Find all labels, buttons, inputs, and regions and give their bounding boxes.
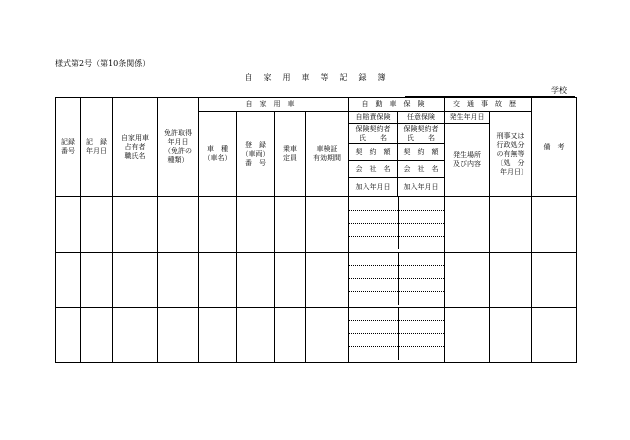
table-row — [56, 197, 577, 252]
cell-inspection[interactable] — [306, 252, 349, 307]
table-row — [56, 252, 577, 307]
cell-car-type[interactable] — [199, 307, 237, 362]
header-join-date-2: 加入年月日 — [398, 178, 445, 197]
header-license: 免許取得 年月日 （免許の 種類） — [158, 98, 199, 197]
cell-capacity[interactable] — [275, 252, 306, 307]
cell-occurrence[interactable] — [445, 307, 490, 362]
header-inspection: 車検証 有効期間 — [306, 112, 349, 197]
header-voluntary-insurance: 任意保険 — [398, 112, 445, 124]
header-record-date: 記 録 年月日 — [81, 98, 113, 197]
table-row — [56, 307, 577, 362]
school-field — [405, 86, 575, 97]
compulsory-insurance-lines — [349, 197, 399, 249]
header-place-content: 発生場所 及び内容 — [445, 124, 490, 197]
cell-license[interactable] — [158, 252, 199, 307]
cell-record-date[interactable] — [81, 307, 113, 362]
header-insurance: 自動車保険 — [349, 98, 445, 112]
cell-record-date[interactable] — [81, 197, 113, 252]
header-registration-no: 登 録 （車両） 番 号 — [237, 112, 275, 197]
cell-remarks[interactable] — [532, 252, 577, 307]
cell-owner[interactable] — [113, 252, 158, 307]
cell-occurrence[interactable] — [445, 252, 490, 307]
cell-record-no[interactable] — [56, 197, 81, 252]
register-table — [55, 97, 577, 363]
compulsory-insurance-lines — [349, 308, 399, 360]
header-contract-amount-2: 契 約 額 — [398, 144, 445, 161]
header-company-name-1: 会 社 名 — [349, 161, 398, 178]
cell-insurance[interactable] — [349, 197, 445, 252]
form-code: 様式第2号（第10条関係） — [55, 59, 151, 68]
cell-license[interactable] — [158, 307, 199, 362]
cell-punishment[interactable] — [490, 307, 532, 362]
cell-car-type[interactable] — [199, 197, 237, 252]
header-remarks: 備 考 — [532, 98, 577, 197]
cell-record-no[interactable] — [56, 252, 81, 307]
header-capacity: 乗車 定員 — [275, 112, 306, 197]
header-accident-history: 交通事故歴 — [445, 98, 532, 112]
cell-remarks[interactable] — [532, 307, 577, 362]
voluntary-insurance-lines — [399, 197, 444, 249]
header-private-car: 自家用車 — [199, 98, 349, 112]
cell-registration-no[interactable] — [237, 307, 275, 362]
header-company-name-2: 会 社 名 — [398, 161, 445, 178]
cell-capacity[interactable] — [275, 307, 306, 362]
form-title: 自家用車等記録簿 — [244, 73, 397, 82]
cell-license[interactable] — [158, 197, 199, 252]
voluntary-insurance-lines — [399, 308, 444, 360]
voluntary-insurance-lines — [399, 253, 444, 305]
header-owner: 自家用車 占有者 職氏名 — [113, 98, 158, 197]
header-car-type: 車 種 （車名） — [199, 112, 237, 197]
cell-record-no[interactable] — [56, 307, 81, 362]
cell-record-date[interactable] — [81, 252, 113, 307]
compulsory-insurance-lines — [349, 253, 399, 305]
cell-punishment[interactable] — [490, 252, 532, 307]
cell-occurrence[interactable] — [445, 197, 490, 252]
cell-owner[interactable] — [113, 307, 158, 362]
header-record-no: 記録 番号 — [56, 98, 81, 197]
cell-registration-no[interactable] — [237, 197, 275, 252]
cell-owner[interactable] — [113, 197, 158, 252]
header-contractor-name-1: 保険契約者 氏 名 — [349, 124, 398, 144]
header-contract-amount-1: 契 約 額 — [349, 144, 398, 161]
school-label: 学校 — [551, 86, 567, 95]
cell-registration-no[interactable] — [237, 252, 275, 307]
cell-insurance[interactable] — [349, 252, 445, 307]
cell-capacity[interactable] — [275, 197, 306, 252]
cell-remarks[interactable] — [532, 197, 577, 252]
header-compulsory-insurance: 自賠責保険 — [349, 112, 398, 124]
cell-inspection[interactable] — [306, 197, 349, 252]
header-contractor-name-2: 保険契約者 氏 名 — [398, 124, 445, 144]
header-occurrence-date: 発生年月日 — [445, 112, 490, 124]
cell-punishment[interactable] — [490, 197, 532, 252]
header-join-date-1: 加入年月日 — [349, 178, 398, 197]
cell-insurance[interactable] — [349, 307, 445, 362]
cell-inspection[interactable] — [306, 307, 349, 362]
cell-car-type[interactable] — [199, 252, 237, 307]
header-punishment: 刑事又は 行政処分 の有無等 〔処 分 年月日〕 — [490, 112, 532, 197]
